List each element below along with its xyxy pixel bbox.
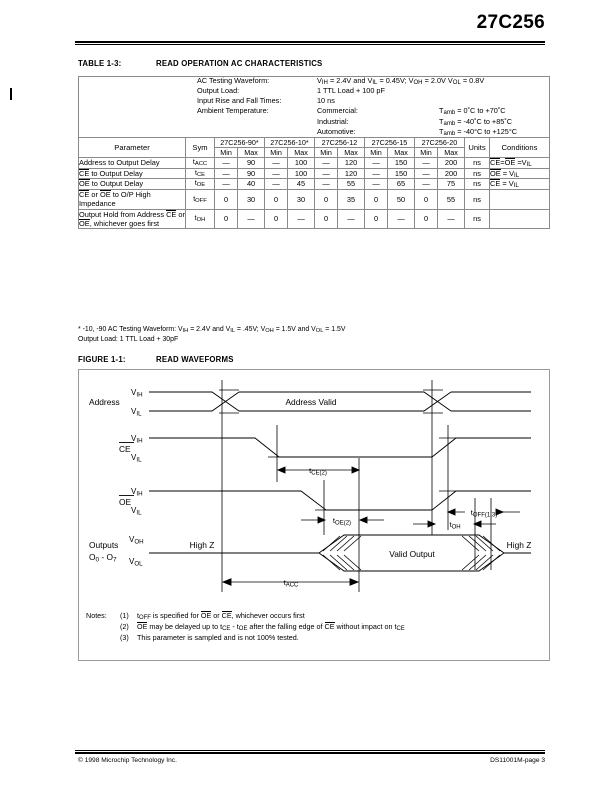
table-caption	[78, 59, 322, 68]
cell-value: 0	[215, 209, 238, 229]
figure-caption-text: READ WAVEFORMS	[156, 355, 234, 364]
revision-bar	[10, 88, 12, 100]
sym-text-4: $t_{OH}$	[194, 215, 206, 224]
cell-parameter	[79, 209, 186, 229]
cond-label-0: AC Testing Waveform:	[197, 76, 270, 85]
header-rule	[75, 41, 545, 45]
note-text-1	[137, 611, 305, 622]
cell-value: 90	[238, 168, 265, 178]
cell-value: —	[264, 179, 287, 189]
col-header-max-1: Max	[288, 148, 315, 158]
cond-extra-3: $T_{amb}$ = 0˚C to +70˚C	[439, 106, 506, 117]
col-group-27c256-10: 27C256-10*	[264, 138, 314, 148]
col-header-max-3: Max	[388, 148, 415, 158]
addr-wave-bot-2	[239, 392, 451, 411]
signal-name-ce: CE	[119, 444, 131, 454]
cell-units: ns	[465, 158, 490, 168]
signal-name-outputs-2: O0 - O7	[89, 552, 117, 564]
cell-value: —	[215, 179, 238, 189]
cell-value: 0	[314, 189, 337, 209]
col-header-min-3: Min	[364, 148, 387, 158]
cell-value: 200	[438, 168, 465, 178]
cond-text-1: OE = $V_{IL}$	[490, 168, 520, 179]
label-tacc: tACC	[283, 578, 299, 589]
cell-value: 0	[314, 209, 337, 229]
cell-value: —	[264, 168, 287, 178]
cell-value: —	[388, 209, 415, 229]
note-number-3: (3)	[120, 632, 129, 642]
signal-name-outputs: Outputs	[89, 540, 119, 550]
ac-characteristics-table	[78, 76, 550, 229]
cell-value: —	[364, 168, 387, 178]
sym-text-3: $t_{OFF}$	[193, 195, 207, 204]
cell-value: 120	[338, 168, 365, 178]
col-header-min-4: Min	[414, 148, 437, 158]
col-group-27c256-15: 27C256-15	[364, 138, 414, 148]
col-header-max-2: Max	[338, 148, 365, 158]
cond-value-5: Automotive:	[317, 127, 356, 137]
cell-value: 45	[288, 179, 315, 189]
table-row	[79, 158, 550, 168]
label-high-z-right: High Z	[506, 540, 532, 550]
figure-caption-id: FIGURE 1-1:	[78, 355, 126, 364]
signal-name-address: Address	[89, 397, 120, 407]
table-header-row-1	[79, 138, 550, 148]
cell-value: 100	[288, 158, 315, 168]
oe-wave	[149, 491, 531, 510]
cell-value: 200	[438, 158, 465, 168]
col-header-parameter: Parameter	[79, 138, 186, 158]
cell-value: 0	[264, 189, 287, 209]
label-address-valid: Address Valid	[285, 397, 337, 407]
col-header-sym: Sym	[186, 138, 215, 158]
footnote-line-1	[78, 325, 345, 335]
cell-sym	[186, 189, 215, 209]
table-caption-text: READ OPERATION AC CHARACTERISTICS	[156, 59, 323, 68]
col-group-27c256-20: 27C256-20	[414, 138, 464, 148]
notes-label: Notes:	[86, 611, 107, 620]
level-label-vil-oe: $V_{IL}$	[131, 506, 142, 517]
notes-label-spacer-2	[86, 633, 120, 644]
cond-value-1: 1 TTL Load + 100 pF	[317, 86, 385, 96]
cell-value: 55	[438, 189, 465, 209]
cond-value-3: Commercial:	[317, 106, 358, 116]
cell-value: —	[314, 168, 337, 178]
cell-conditions	[490, 158, 550, 168]
label-valid-output: Valid Output	[389, 549, 435, 559]
cell-value: —	[414, 168, 437, 178]
cond-label-3: Ambient Temperature:	[197, 106, 269, 116]
cell-value: —	[414, 179, 437, 189]
footer-copyright: © 1998 Microchip Technology Inc.	[78, 757, 177, 764]
cell-conditions	[490, 168, 550, 178]
note-text-3: This parameter is sampled and is not 100% tested.	[137, 632, 299, 642]
out-hatch-left-lower	[323, 555, 361, 570]
cell-value: 35	[338, 189, 365, 209]
param-text-1: CE to Output Delay	[79, 168, 143, 178]
cell-units: ns	[465, 209, 490, 229]
label-toff: tOFF(1,3)	[470, 508, 498, 519]
label-toe: tOE(2)	[332, 516, 352, 527]
cell-value: —	[288, 209, 315, 229]
cell-value: 0	[414, 209, 437, 229]
col-group-27c256-12: 27C256-12	[314, 138, 364, 148]
ac-test-conditions-cell	[79, 77, 550, 138]
note-body-2: OE may be delayed up to $t_{CE} - t_{OE}$ after the falling edge of CE without impact on $t_{CE}$	[137, 621, 405, 632]
sym-text-0: $t_{ACC}$	[192, 159, 208, 168]
cell-value: 0	[364, 189, 387, 209]
out-hatch-right-lower	[462, 555, 500, 570]
table-row	[79, 179, 550, 189]
note-row-1	[86, 611, 540, 622]
table-caption-id: TABLE 1-3:	[78, 59, 122, 68]
cell-parameter	[79, 158, 186, 168]
sym-text-1: $t_{CE}$	[194, 169, 205, 178]
col-header-max-0: Max	[238, 148, 265, 158]
crossing-ticks	[219, 390, 459, 510]
cell-value: —	[438, 209, 465, 229]
cell-parameter	[79, 168, 186, 178]
note-number-2: (2)	[120, 621, 129, 631]
level-label-vih-oe: $V_{IH}$	[131, 487, 143, 498]
note-text-2	[137, 622, 405, 633]
cell-value: —	[338, 209, 365, 229]
note-row-3	[86, 633, 540, 644]
cond-label-4	[197, 118, 317, 127]
footer-doc-id: DS11001M-page 3	[490, 757, 545, 764]
cell-conditions	[490, 189, 550, 209]
footnote-text-1: * -10, -90 AC Testing Waveform: $V_{IH} = 2.4V$ and $V_{IL} = .45V$; $V_{OH} = 1.5V$ and $V_{OL} = 1.5V$	[78, 326, 346, 334]
figure-caption	[78, 355, 234, 364]
cell-value: 50	[388, 189, 415, 209]
addr-wave-bot-1	[149, 392, 239, 411]
cell-value: 150	[388, 168, 415, 178]
addr-wave-top-2	[239, 392, 451, 411]
signal-name-oe: OE	[119, 497, 132, 507]
cell-value: 90	[238, 158, 265, 168]
note-body-1: $t_{OFF}$ is specified for OE or CE, whichever occurs first	[137, 611, 305, 621]
cond-label-1: Output Load:	[197, 86, 240, 96]
cell-units: ns	[465, 179, 490, 189]
cell-value: 0	[364, 209, 387, 229]
figure-notes	[78, 605, 548, 651]
sym-text-2: $t_{OE}$	[194, 180, 206, 189]
cell-value: 40	[238, 179, 265, 189]
cond-value-4: Industrial:	[317, 116, 349, 126]
level-label-vih-ce: $V_{IH}$	[131, 434, 143, 445]
col-group-27c256-90: 27C256-90*	[215, 138, 265, 148]
col-header-min-1: Min	[264, 148, 287, 158]
cell-value: —	[215, 168, 238, 178]
cell-value: 30	[288, 189, 315, 209]
param-text-3: CE or OE to O/P High Impedance	[79, 189, 151, 209]
cell-value: 0	[215, 189, 238, 209]
note-number-1: (1)	[120, 611, 129, 620]
cond-label-5	[197, 128, 317, 137]
cond-value-0: $V_{IH} = 2.4V$ and $V_{IL} = 0.45V$; $V_{OH} = 2.0V$ $V_{OL} = 0.8V$	[317, 76, 485, 86]
cell-value: 55	[338, 179, 365, 189]
cell-sym	[186, 179, 215, 189]
cond-extra-5: $T_{amb} = -40^\circ C$ to +125°C	[439, 127, 518, 138]
param-text-2: OE to Output Delay	[79, 179, 144, 189]
table-footnote	[78, 325, 345, 345]
col-header-max-4: Max	[438, 148, 465, 158]
cell-value: 65	[388, 179, 415, 189]
level-label-vih-addr: $V_{IH}$	[131, 388, 143, 399]
cell-parameter	[79, 189, 186, 209]
cell-value: —	[238, 209, 265, 229]
cell-sym	[186, 168, 215, 178]
notes-label-spacer	[86, 622, 120, 633]
label-tce: tCE(2)	[309, 466, 327, 477]
note-row-2	[86, 622, 540, 633]
level-label-vil-addr: $V_{IL}$	[131, 407, 142, 418]
cond-label-2: Input Rise and Fall Times:	[197, 96, 282, 106]
cell-value: 0	[414, 189, 437, 209]
param-text-4: Output Hold from Address CE or OE, whichever goes first	[79, 209, 185, 228]
cell-value: 120	[338, 158, 365, 168]
label-toh: tOH	[449, 520, 461, 531]
cell-units: ns	[465, 189, 490, 209]
ce-wave	[149, 438, 531, 457]
col-header-units: Units	[465, 138, 490, 158]
cell-value: 100	[288, 168, 315, 178]
cell-units: ns	[465, 168, 490, 178]
cell-value: —	[364, 158, 387, 168]
out-hatch-right-upper	[462, 536, 500, 551]
table-row	[79, 209, 550, 229]
cell-parameter	[79, 179, 186, 189]
cell-sym	[186, 158, 215, 168]
col-header-conditions: Conditions	[490, 138, 550, 158]
cell-value: —	[364, 179, 387, 189]
level-label-vol: $V_{OL}$	[129, 557, 143, 568]
cell-value: —	[314, 179, 337, 189]
footer-rule	[75, 750, 545, 754]
table-conditions-row	[79, 77, 550, 138]
cell-value: 0	[264, 209, 287, 229]
cond-text-0: $CE=OE =V_{IL}$	[490, 158, 532, 169]
col-header-min-0: Min	[215, 148, 238, 158]
cond-text-2: CE = $V_{IL}$	[490, 179, 519, 190]
cell-value: —	[314, 158, 337, 168]
label-high-z-left: High Z	[189, 540, 215, 550]
cell-conditions	[490, 179, 550, 189]
page-title: 27C256	[476, 12, 545, 33]
cond-extra-4: $T_{amb}$ = -40˚C to +85˚C	[439, 116, 513, 127]
col-header-min-2: Min	[314, 148, 337, 158]
footnote-line-2: Output Load: 1 TTL Load + 30pF	[78, 336, 179, 343]
cell-conditions	[490, 209, 550, 229]
table-row	[79, 189, 550, 209]
cond-value-2: 10 ns	[317, 96, 335, 106]
cell-sym	[186, 209, 215, 229]
level-label-voh: $V_{OH}$	[129, 535, 144, 546]
cell-value: —	[414, 158, 437, 168]
cell-value: —	[264, 158, 287, 168]
level-label-vil-ce: $V_{IL}$	[131, 453, 142, 464]
out-hatch-left-upper	[323, 536, 361, 551]
cell-value: 30	[238, 189, 265, 209]
cell-value: —	[215, 158, 238, 168]
cell-value: 75	[438, 179, 465, 189]
table-row	[79, 168, 550, 178]
cell-value: 150	[388, 158, 415, 168]
param-text-0: Address to Output Delay	[79, 158, 160, 168]
